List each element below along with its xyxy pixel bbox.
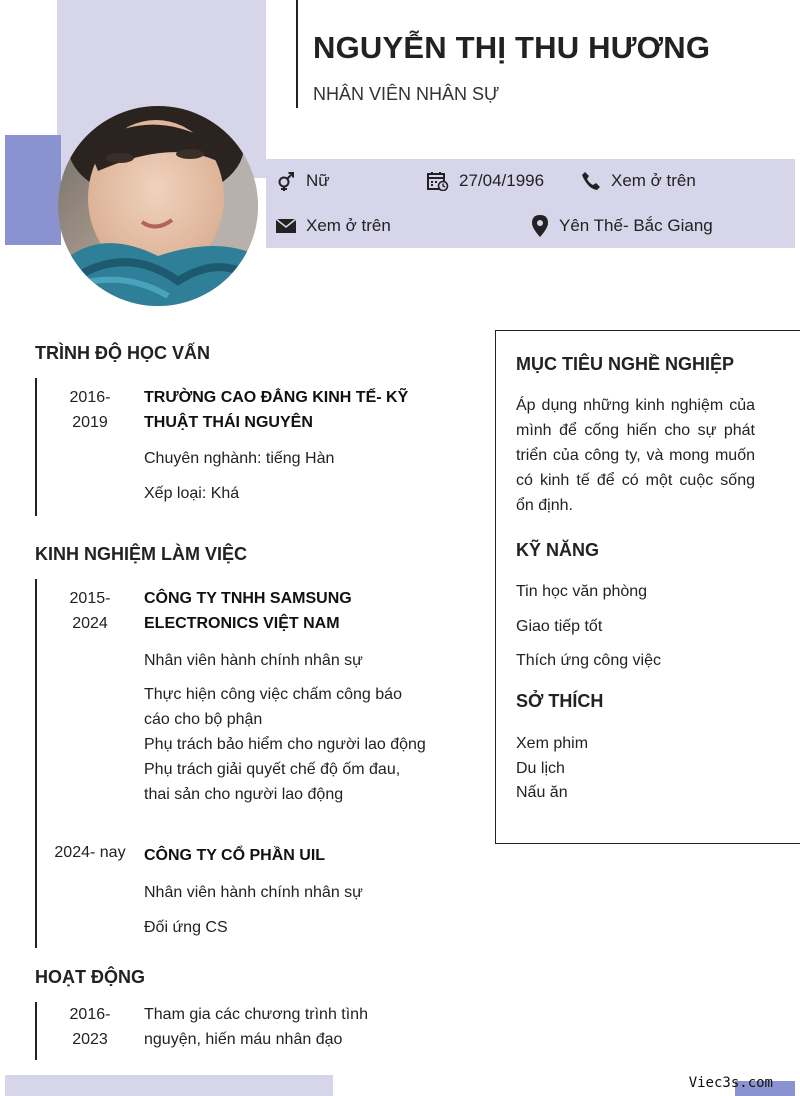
experience-timeline [35, 579, 37, 948]
activities-title: HOẠT ĐỘNG [35, 967, 145, 987]
experience-company: CÔNG TY CỔ PHẦN UIL [144, 847, 326, 864]
header-blue-block [5, 135, 61, 245]
education-grade: Xếp loại: Khá [144, 485, 240, 502]
skill-item: Thích ứng công việc [516, 652, 662, 669]
experience-description: Thực hiện công việc chấm công báo cáo cho bộ phận Phụ trách bảo hiểm cho người lao động Phụ trách giải quyết chế độ ốm đau, thai sản cho người lao động [144, 686, 426, 803]
experience-role: Nhân viên hành chính nhân sự [144, 652, 363, 669]
profile-photo [58, 106, 258, 306]
phone-info [581, 169, 696, 193]
calendar-icon [427, 171, 449, 191]
experience-role: Nhân viên hành chính nhân sự [144, 884, 363, 901]
activity-text: Tham gia các chương trình tình nguyện, hiến máu nhân đạo [144, 1006, 368, 1048]
education-school: TRƯỜNG CAO ĐẲNG KINH TẾ- KỸ THUẬT THÁI NGUYÊN [144, 389, 409, 431]
activities-timeline [35, 1002, 37, 1060]
candidate-name: NGUYỄN THỊ THU HƯƠNG [313, 30, 711, 65]
education-timeline [35, 378, 37, 516]
email-info [276, 214, 391, 238]
objective-title: MỤC TIÊU NGHỀ NGHIỆP [516, 354, 735, 374]
address-value: Yên Thế- Bắc Giang [559, 216, 713, 235]
header-divider [296, 0, 298, 108]
birthday-value: 27/04/1996 [459, 171, 545, 190]
hobby-item: Du lịch [516, 760, 565, 777]
education-major: Chuyên nghành: tiếng Hàn [144, 450, 335, 467]
job-title: NHÂN VIÊN NHÂN SỰ [313, 84, 500, 104]
skills-title: KỸ NĂNG [516, 540, 600, 560]
experience-year: 2015- 2024 [69, 590, 111, 632]
phone-icon [581, 171, 601, 191]
gender-info [276, 169, 330, 193]
education-year: 2016- 2019 [69, 389, 111, 431]
experience-company: CÔNG TY TNHH SAMSUNG ELECTRONICS VIỆT NAM [144, 590, 352, 632]
experience-year: 2024- nay [54, 844, 126, 861]
activity-year: 2016- 2023 [69, 1006, 111, 1048]
skill-item: Giao tiếp tốt [516, 618, 603, 635]
gender-icon [276, 171, 296, 191]
birthday-info [427, 169, 544, 193]
hobby-item: Nấu ăn [516, 784, 568, 801]
gender-value: Nữ [306, 171, 330, 190]
email-icon [276, 218, 296, 234]
footer-lavender-bar [5, 1075, 333, 1096]
location-icon [531, 215, 549, 237]
skill-item: Tin học văn phòng [516, 583, 648, 600]
objective-text: Áp dụng những kinh nghiệm của mình để cống hiến cho sự phát triển của công ty, và mong muốn có kinh tế để có một cuộc sống ổn định. [516, 397, 755, 514]
hobbies-title: SỞ THÍCH [516, 691, 604, 711]
watermark: Viec3s.com [688, 1075, 773, 1091]
phone-value: Xem ở trên [611, 171, 696, 190]
experience-description: Đối ứng CS [144, 919, 228, 936]
email-value: Xem ở trên [306, 216, 391, 235]
education-title: TRÌNH ĐỘ HỌC VẤN [35, 343, 210, 363]
experience-title: KINH NGHIỆM LÀM VIỆC [35, 544, 248, 564]
hobby-item: Xem phim [516, 735, 589, 752]
address-info [531, 214, 713, 238]
